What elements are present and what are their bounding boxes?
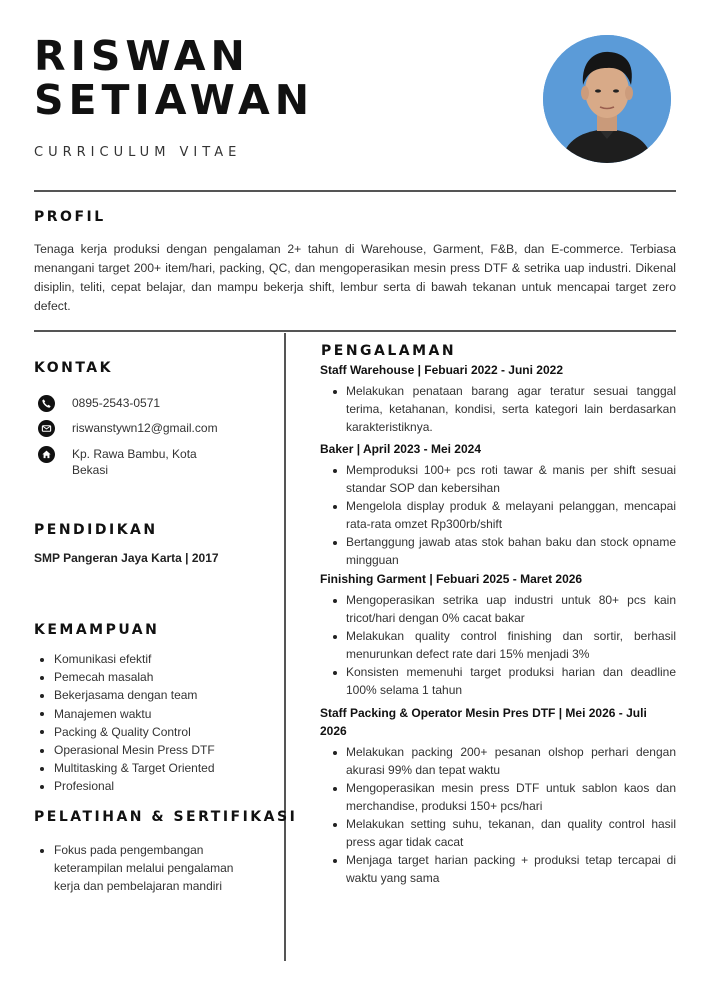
job-bullet: Menjaga target harian packing + produksi tetap tercapai di waktu yang sama [331, 851, 676, 887]
email-address: riswanstywn12@gmail.com [72, 421, 218, 435]
job-bullet: Memproduksi 100+ pcs roti tawar & manis per shift sesuai standar SOP dan kebersihan [331, 461, 676, 497]
training-item: Fokus pada pengembangan keterampilan melalui pengalaman kerja dan pembelajaran mandiri [38, 841, 248, 896]
job-bullet: Bertanggung jawab atas stok bahan baku dan stock opname mingguan [331, 533, 676, 569]
job-bullet: Mengelola display produk & melayani pelanggan, mencapai rata-rata omzet Rp300rb/shift [331, 497, 676, 533]
job-title: Baker | April 2023 - Mei 2024 [320, 442, 481, 456]
skill-item: Komunikasi efektif [38, 650, 215, 668]
skill-item: Packing & Quality Control [38, 723, 215, 741]
job-bullets [331, 382, 676, 436]
skill-item: Bekerjasama dengan team [38, 686, 215, 704]
education-item: SMP Pangeran Jaya Karta | 2017 [34, 551, 219, 565]
profile-divider [34, 330, 676, 332]
contact-address [38, 446, 222, 478]
job-bullets [331, 743, 676, 887]
profile-heading: PROFIL [34, 209, 106, 225]
skill-item: Multitasking & Target Oriented [38, 759, 215, 777]
skills-heading: KEMAMPUAN [34, 622, 160, 638]
last-name: SETIAWAN [34, 76, 315, 124]
job-bullet: Mengoperasikan mesin press DTF untuk sablon kaos dan merchandise, produksi 150+ pcs/hari [331, 779, 676, 815]
first-name: RISWAN [34, 32, 250, 80]
header-divider [34, 190, 676, 192]
column-divider [284, 333, 286, 961]
full-name [34, 34, 314, 122]
training-list [38, 841, 248, 896]
skill-item: Profesional [38, 777, 215, 795]
job-bullets [331, 591, 676, 699]
home-address: Kp. Rawa Bambu, Kota Bekasi [72, 447, 197, 477]
contact-heading: KONTAK [34, 360, 113, 376]
job-bullet: Melakukan penataan barang agar teratur sesuai tanggal terima, ketahanan, kondisi, serta kategori lain berdasarkan karakteristiknya. [331, 382, 676, 436]
job-bullet: Konsisten memenuhi target produksi harian dan deadline 100% selama 1 tahun [331, 663, 676, 699]
skill-item: Operasional Mesin Press DTF [38, 741, 215, 759]
job-bullet: Melakukan setting suhu, tekanan, dan quality control hasil press agar tidak cacat [331, 815, 676, 851]
profile-summary: Tenaga kerja produksi dengan pengalaman 2+ tahun di Warehouse, Garment, F&B, dan E-commerce. Terbiasa menangani target 200+ item/hari, packing, QC, dan mengoperasikan mesin press DTF & setrika uap industri. Dikenal disiplin, teliti, cepat belajar, dan mampu bekerja shift, lembur serta di bawah tekanan untuk mencapai target zero defect. [34, 242, 676, 313]
job-bullet: Mengoperasikan setrika uap industri untuk 80+ pcs kain tricot/hari dengan 0% cacat bakar [331, 591, 676, 627]
skills-list [38, 650, 215, 796]
job-bullet: Melakukan quality control finishing dan sortir, berhasil menurunkan defect rate dari 15% menjadi 3% [331, 627, 676, 663]
education-heading: PENDIDIKAN [34, 522, 158, 538]
skill-item: Pemecah masalah [38, 668, 215, 686]
job-title: Staff Warehouse | Febuari 2022 - Juni 2022 [320, 363, 563, 377]
training-heading: PELATIHAN & SERTIFIKASI [34, 809, 298, 825]
email-icon [38, 420, 55, 437]
experience-heading: PENGALAMAN [321, 343, 457, 359]
skill-item: Manajemen waktu [38, 705, 215, 723]
profile-photo [543, 35, 671, 163]
job-bullet: Melakukan packing 200+ pesanan olshop perhari dengan akurasi 99% dan tepat waktu [331, 743, 676, 779]
contact-phone [38, 395, 242, 412]
job-title: Staff Packing & Operator Mesin Pres DTF | Mei 2026 - Juli 2026 [320, 706, 647, 738]
document-subtitle: CURRICULUM VITAE [34, 145, 242, 160]
contact-email [38, 420, 242, 437]
home-icon [38, 446, 55, 463]
job-title: Finishing Garment | Febuari 2025 - Maret 2026 [320, 572, 583, 586]
phone-icon [38, 395, 55, 412]
person-portrait-icon [543, 35, 671, 163]
phone-number: 0895-2543-0571 [72, 396, 161, 410]
job-bullets [331, 461, 676, 569]
